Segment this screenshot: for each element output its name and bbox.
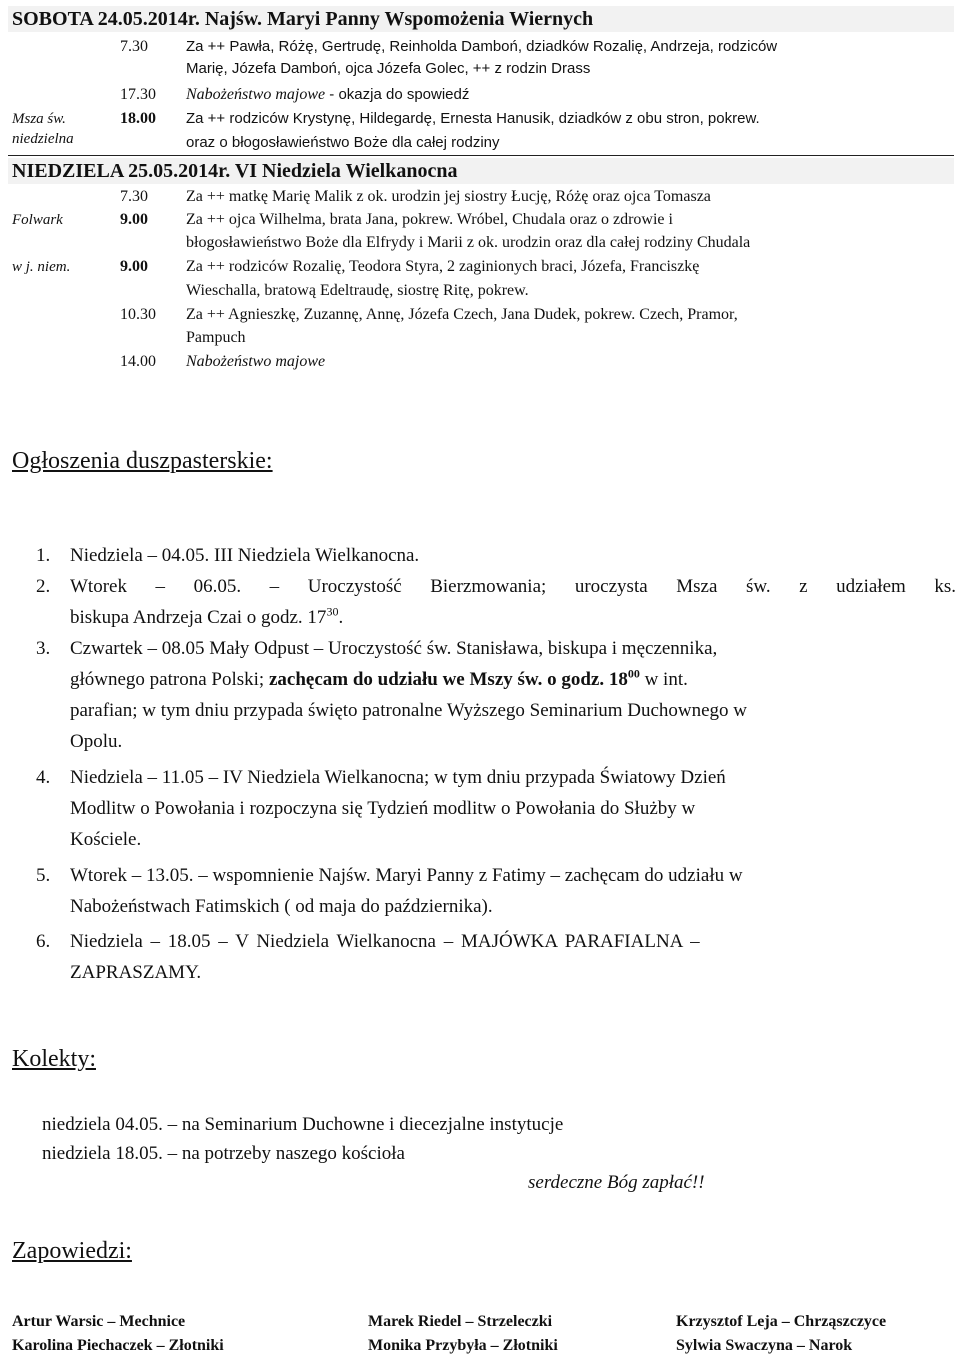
banns-title: Zapowiedzi:: [12, 1238, 132, 1264]
mass-time: 18.00: [120, 110, 156, 127]
banns-name: Krzysztof Leja – Chrząszczyce: [676, 1313, 887, 1330]
day-divider: [8, 155, 954, 156]
saturday-header: SOBOTA 24.05.2014r. Najśw. Maryi Panny Wspomożenia Wiernych: [8, 6, 954, 32]
emphasis-text: zachęcam do udziału we Mszy św. o godz. 18: [268, 669, 628, 690]
service-name: Nabożeństwo majowe: [186, 353, 326, 370]
mass-intention-line: Za ++ matkę Marię Malik z ok. urodzin jej siostry Łucję, Różę oraz ojca Tomasza: [186, 188, 711, 205]
collection-line: niedziela 04.05. – na Seminarium Duchowne i diecezjalne instytucje: [42, 1114, 564, 1135]
item-number: 6.: [36, 931, 51, 952]
mass-time: 7.30: [120, 188, 148, 205]
item-line: Wtorek – 06.05. – Uroczystość Bierzmowania; uroczysta Msza św. z udziałem ks.: [70, 576, 956, 597]
item-text: głównego patrona Polski;: [70, 669, 269, 690]
mass-intention-line: Wieschalla, bratową Edeltraudę, siostrę Ritę, pokrew.: [186, 282, 529, 299]
mass-intention-line: Marię, Józefa Damboń, ojca Józefa Golec, ++ z rodzin Drass: [186, 60, 591, 77]
service-name: Nabożeństwo majowe: [186, 86, 326, 103]
item-line: Niedziela – 04.05. III Niedziela Wielkanocna.: [70, 545, 420, 566]
item-line: Kościele.: [70, 829, 142, 850]
mass-time: 14.00: [120, 353, 156, 370]
mass-intention-line: Za ++ Agnieszkę, Zuzannę, Annę, Józefa Czech, Jana Dudek, pokrew. Czech, Pramor,: [186, 306, 738, 323]
location-label: Msza św.: [12, 111, 66, 127]
collections-title: Kolekty:: [12, 1046, 96, 1072]
location-label: niedzielna: [12, 131, 74, 147]
item-number: 5.: [36, 865, 51, 886]
item-text: .: [338, 607, 344, 628]
collection-line: niedziela 18.05. – na potrzeby naszego kościoła: [42, 1143, 405, 1164]
thanks-line: serdeczne Bóg zapłać!!: [528, 1172, 705, 1193]
mass-intention-line: Za ++ rodziców Rozalię, Teodora Styra, 2 zaginionych braci, Józefa, Franciszkę: [186, 258, 700, 275]
item-number: 4.: [36, 767, 51, 788]
mass-time: 9.00: [120, 211, 148, 228]
time-superscript: 00: [627, 666, 640, 681]
location-label: Folwark: [12, 212, 63, 228]
banns-name: Marek Riedel – Strzeleczki: [368, 1313, 553, 1330]
mass-intention-line: Pampuch: [186, 329, 246, 346]
mass-time: 7.30: [120, 38, 148, 55]
mass-intention-line: Za ++ Pawła, Różę, Gertrudę, Reinholda Damboń, dziadków Rozalię, Andrzeja, rodziców: [186, 38, 778, 55]
banns-name: Karolina Piechaczek – Złotniki: [12, 1337, 224, 1354]
item-line: ZAPRASZAMY.: [70, 962, 202, 983]
mass-intention-line: oraz o błogosławieństwo Boże dla całej rodziny: [186, 134, 500, 151]
item-line: [70, 602, 956, 633]
banns-name: Monika Przybyła – Złotniki: [368, 1337, 558, 1354]
sunday-header: NIEDZIELA 25.05.2014r. VI Niedziela Wielkanocna: [8, 158, 954, 184]
time-superscript: 30: [326, 604, 339, 619]
item-line: [70, 664, 956, 695]
service-line: [186, 84, 469, 106]
item-line: Nabożeństwach Fatimskich ( od maja do października).: [70, 896, 493, 917]
item-line: Opolu.: [70, 731, 123, 752]
item-line: Niedziela – 11.05 – IV Niedziela Wielkanocna; w tym dniu przypada Światowy Dzień: [70, 767, 726, 788]
item-line: Niedziela – 18.05 – V Niedziela Wielkanocna – MAJÓWKA PARAFIALNA –: [70, 931, 700, 952]
item-line: Modlitw o Powołania i rozpoczyna się Tydzień modlitw o Powołania do Służby w: [70, 798, 696, 819]
item-number: 1.: [36, 545, 51, 566]
service-note: - okazja do spowiedź: [325, 86, 470, 103]
banns-name: Sylwia Swaczyna – Narok: [676, 1337, 853, 1354]
mass-time: 9.00: [120, 258, 148, 275]
location-label: w j. niem.: [12, 259, 71, 275]
mass-intention-line: błogosławieństwo Boże dla Elfrydy i Marii z ok. urodzin oraz dla całej rodziny Chudala: [186, 234, 751, 251]
mass-time: 17.30: [120, 86, 156, 103]
mass-time: 10.30: [120, 306, 156, 323]
item-text: biskupa Andrzeja Czai o godz. 17: [70, 607, 327, 628]
item-line: Wtorek – 13.05. – wspomnienie Najśw. Maryi Panny z Fatimy – zachęcam do udziału w: [70, 865, 743, 886]
item-number: 2.: [36, 576, 51, 597]
item-number: 3.: [36, 638, 51, 659]
item-line: parafian; w tym dniu przypada święto patronalne Wyższego Seminarium Duchownego w: [70, 700, 748, 721]
mass-intention-line: Za ++ rodziców Krystynę, Hildegardę, Ernesta Hanusik, dziadków z obu stron, pokrew.: [186, 110, 760, 127]
mass-intention-line: Za ++ ojca Wilhelma, brata Jana, pokrew. Wróbel, Chudala oraz o zdrowie i: [186, 211, 673, 228]
item-text: w int.: [639, 669, 688, 690]
banns-name: Artur Warsic – Mechnice: [12, 1313, 186, 1330]
item-line: Czwartek – 08.05 Mały Odpust – Uroczystość św. Stanisława, biskupa i męczennika,: [70, 638, 718, 659]
announcements-title: Ogłoszenia duszpasterskie:: [12, 448, 273, 474]
